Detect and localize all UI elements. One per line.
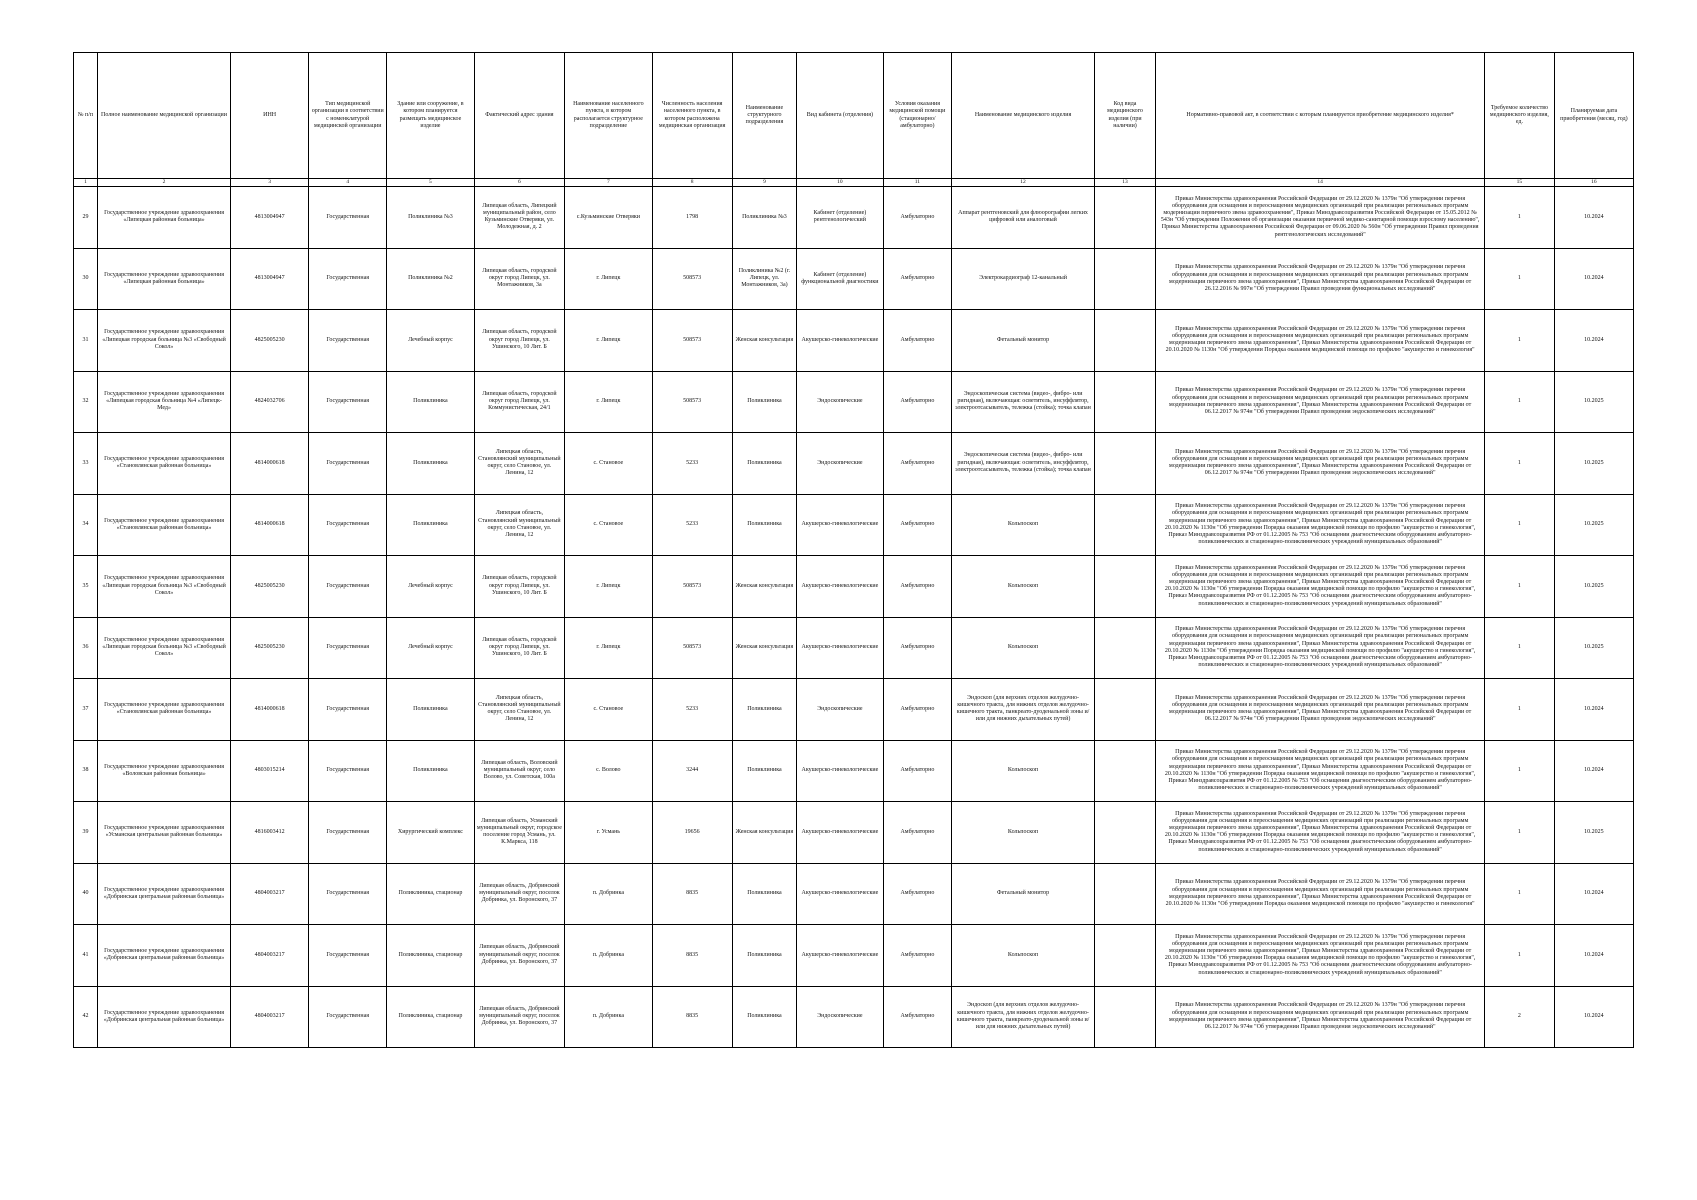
column-number: 16 [1554,179,1633,187]
cell-law: Приказ Министерства здравоохранения Российской Федерации от 29.12.2020 № 1379н "Об утверждении перечня оборудования для оснащения и переоснащения медицинских организаций при реализации региональных программ модернизации первичного звена здравоохранения", Приказ Министерства здравоохранения Российской Федерации от 20.10.2020 № 1130н "Об утверждении Порядка оказания медицинской помощи по профилю "акушерство и гинекология", Приказ Минздравсоцразвития РФ от 01.12.2005 № 753 "Об оснащении диагностическим оборудованием амбулаторно-поликлинических и стационарно-поликлинических учреждений муниципальных образований" [1156,802,1485,864]
cell-type: Государственная [309,679,387,741]
cell-population: 8835 [652,863,732,925]
equipment-table [73,52,1634,1048]
table-row [74,494,1634,556]
column-number: 7 [565,179,652,187]
cell-org: Государственное учреждение здравоохранения «Усманская центральная районная больница» [97,802,230,864]
cell-device: Эндоскоп (для верхних отделов желудочно-кишечного тракта, для нижних отделов желудочно-кишечного тракта, панкреато-дуоденальной зоны и/или для нижних дыхательных путей) [952,679,1095,741]
cell-date: 10.2025 [1554,802,1633,864]
cell-org: Государственное учреждение здравоохранения «Липецкая городская больница №3 «Свободный Сокол» [97,556,230,618]
table-row [74,310,1634,372]
cell-code [1094,617,1155,679]
cell-inn: 4804003217 [231,986,309,1048]
cell-cabinet: Акушерско-гинекологические [797,556,883,618]
column-header: Численность населения населенного пункта, в котором расположена медицинская организация [652,53,732,179]
table-row [74,617,1634,679]
table-row [74,863,1634,925]
cell-device: Эндоскоп (для верхних отделов желудочно-кишечного тракта, для нижних отделов желудочно-кишечного тракта, панкреато-дуоденальной зоны и/или для нижних дыхательных путей) [952,986,1095,1048]
cell-org: Государственное учреждение здравоохранения «Липецкая районная больница» [97,248,230,310]
cell-org: Государственное учреждение здравоохранения «Становлянская районная больница» [97,679,230,741]
table-row [74,187,1634,249]
cell-date: 10.2024 [1554,248,1633,310]
header-row [74,53,1634,179]
cell-building: Лечебный корпус [387,556,474,618]
cell-law: Приказ Министерства здравоохранения Российской Федерации от 29.12.2020 № 1379н "Об утверждении перечня оборудования для оснащения и переоснащения медицинских организаций при реализации региональных программ модернизации первичного звена здравоохранения", Приказ Министерства здравоохранения Российской Федерации от 20.10.2020 № 1130н "Об утверждении Порядка оказания медицинской помощи по профилю "акушерство и гинекология" [1156,310,1485,372]
cell-org: Государственное учреждение здравоохранения «Становлянская районная больница» [97,433,230,495]
cell-cabinet: Эндоскопические [797,986,883,1048]
cell-conditions: Амбулаторно [883,925,952,987]
table-row [74,740,1634,802]
cell-num: 32 [74,371,98,433]
cell-num: 37 [74,679,98,741]
cell-code [1094,679,1155,741]
cell-qty: 1 [1485,617,1555,679]
cell-locality: п. Добринка [565,986,652,1048]
column-number: 11 [883,179,952,187]
column-header: Нормативно-правовой акт, в соответствии с которым планируется приобретение медицинского изделия* [1156,53,1485,179]
cell-qty: 1 [1485,371,1555,433]
cell-building: Поликлиника, стационар [387,863,474,925]
cell-population: 8835 [652,986,732,1048]
cell-device: Электрокардиограф 12-канальный [952,248,1095,310]
cell-address: Липецкая область, Липецкий муниципальный район, село Кузьминские Отверяки, ул. Молодежная, д. 2 [474,187,565,249]
cell-conditions: Амбулаторно [883,371,952,433]
cell-population: 8835 [652,925,732,987]
cell-cabinet: Эндоскопические [797,371,883,433]
cell-date: 10.2024 [1554,310,1633,372]
cell-cabinet: Акушерско-гинекологические [797,925,883,987]
cell-cabinet: Эндоскопические [797,433,883,495]
cell-device: Кольпоскоп [952,925,1095,987]
cell-law: Приказ Министерства здравоохранения Российской Федерации от 29.12.2020 № 1379н "Об утверждении перечня оборудования для оснащения и переоснащения медицинских организаций при реализации региональных программ модернизации первичного звена здравоохранения", Приказ Министерства здравоохранения Российской Федерации от 20.10.2020 № 1130н "Об утверждении Порядка оказания медицинской помощи по профилю "акушерство и гинекология", Приказ Минздравсоцразвития РФ от 01.12.2005 № 753 "Об оснащении диагностическим оборудованием амбулаторно-поликлинических и стационарно-поликлинических учреждений муниципальных образований" [1156,617,1485,679]
cell-inn: 4813004947 [231,187,309,249]
column-header: Тип медицинской организации в соответствии с номенклатурой медицинской организации [309,53,387,179]
column-header: Наименование медицинского изделия [952,53,1095,179]
cell-code [1094,863,1155,925]
cell-inn: 4824032706 [231,371,309,433]
column-number: 4 [309,179,387,187]
cell-device: Кольпоскоп [952,494,1095,556]
cell-building: Хирургический комплекс [387,802,474,864]
cell-num: 38 [74,740,98,802]
cell-building: Поликлиника [387,371,474,433]
table-row [74,679,1634,741]
cell-date: 10.2024 [1554,986,1633,1048]
cell-law: Приказ Министерства здравоохранения Российской Федерации от 29.12.2020 № 1379н "Об утверждении перечня оборудования для оснащения и переоснащения медицинских организаций при реализации региональных программ модернизации первичного звена здравоохранения", Приказ Министерства здравоохранения Российской Федерации от 06.12.2017 № 974н "Об утверждении Правил проведения эндоскопических исследований" [1156,433,1485,495]
cell-population: 508573 [652,310,732,372]
cell-org: Государственное учреждение здравоохранения «Липецкая городская больница №4 «Липецк-Мед» [97,371,230,433]
column-header: Планируемая дата приобретения (месяц, год) [1554,53,1633,179]
cell-cabinet: Акушерско-гинекологические [797,740,883,802]
table-row [74,248,1634,310]
cell-code [1094,187,1155,249]
cell-cabinet: Эндоскопические [797,679,883,741]
cell-type: Государственная [309,802,387,864]
cell-building: Поликлиника [387,494,474,556]
cell-type: Государственная [309,863,387,925]
cell-type: Государственная [309,925,387,987]
cell-law: Приказ Министерства здравоохранения Российской Федерации от 29.12.2020 № 1379н "Об утверждении перечня оборудования для оснащения и переоснащения медицинских организаций при реализации региональных программ модернизации первичного звена здравоохранения", Приказ Министерства здравоохранения Российской Федерации от 20.10.2020 № 1130н "Об утверждении Порядка оказания медицинской помощи по профилю "акушерство и гинекология", Приказ Минздравсоцразвития РФ от 01.12.2005 № 753 "Об оснащении диагностическим оборудованием амбулаторно-поликлинических и стационарно-поликлинических учреждений муниципальных образований" [1156,925,1485,987]
document-sheet [73,52,1634,1048]
cell-code [1094,248,1155,310]
cell-address: Липецкая область, городской округ город Липецк, ул. Коммунистическая, 24/1 [474,371,565,433]
column-number: 9 [732,179,797,187]
cell-address: Липецкая область, городской округ город Липецк, ул. Ушинского, 10 Лит. Б [474,310,565,372]
cell-date: 10.2025 [1554,556,1633,618]
cell-population: 508573 [652,617,732,679]
cell-address: Липецкая область, Добринский муниципальный округ, поселок Добринка, ул. Воронского, 37 [474,925,565,987]
cell-unit: Женская консультация [732,802,797,864]
cell-code [1094,433,1155,495]
cell-population: 5233 [652,494,732,556]
cell-num: 34 [74,494,98,556]
cell-cabinet: Акушерско-гинекологические [797,802,883,864]
cell-qty: 1 [1485,187,1555,249]
cell-conditions: Амбулаторно [883,802,952,864]
cell-code [1094,802,1155,864]
column-header: Здание или сооружение, в котором планируется размещать медицинское изделие [387,53,474,179]
cell-qty: 1 [1485,740,1555,802]
cell-law: Приказ Министерства здравоохранения Российской Федерации от 29.12.2020 № 1379н "Об утверждении перечня оборудования для оснащения и переоснащения медицинских организаций при реализации региональных программ модернизации первичного звена здравоохранения", Приказ Министерства здравоохранения Российской Федерации от 26.12.2016 № 997н "Об утверждении Правил проведения функциональных исследований" [1156,248,1485,310]
cell-num: 41 [74,925,98,987]
cell-num: 35 [74,556,98,618]
cell-cabinet: Кабинет (отделение) рентгенологический [797,187,883,249]
cell-num: 40 [74,863,98,925]
cell-qty: 1 [1485,310,1555,372]
cell-conditions: Амбулаторно [883,310,952,372]
cell-address: Липецкая область, Усманский муниципальный округ, городское поселение город Усмань, ул. К.Маркса, 118 [474,802,565,864]
cell-inn: 4816003412 [231,802,309,864]
cell-unit: Поликлиника [732,740,797,802]
column-header: № п/п [74,53,98,179]
cell-date: 10.2024 [1554,679,1633,741]
cell-locality: п. Добринка [565,863,652,925]
cell-building: Поликлиника, стационар [387,986,474,1048]
cell-inn: 4825005230 [231,556,309,618]
cell-code [1094,371,1155,433]
cell-unit: Поликлиника [732,433,797,495]
cell-date: 10.2025 [1554,617,1633,679]
table-row [74,556,1634,618]
cell-address: Липецкая область, Становлянский муниципальный округ, село Становое, ул. Ленина, 12 [474,433,565,495]
cell-address: Липецкая область, городской округ город Липецк, ул. Ушинского, 10 Лит. Б [474,617,565,679]
cell-address: Липецкая область, Добринский муниципальный округ, поселок Добринка, ул. Воронского, 37 [474,986,565,1048]
cell-qty: 1 [1485,679,1555,741]
cell-conditions: Амбулаторно [883,433,952,495]
cell-law: Приказ Министерства здравоохранения Российской Федерации от 29.12.2020 № 1379н "Об утверждении перечня оборудования для оснащения и переоснащения медицинских организаций при реализации региональных программ модернизации первичного звена здравоохранения", Приказ Минздравсоцразвития Российской Федерации от 15.05.2012 № 543н "Об утверждении Положения об организации оказания первичной медико-санитарной помощи взрослому населению", Приказ Министерства здравоохранения Российской Федерации от 09.06.2020 № 560н "Об утверждении Правил проведения рентгенологических исследований" [1156,187,1485,249]
cell-type: Государственная [309,433,387,495]
column-number: 13 [1094,179,1155,187]
cell-locality: г. Липецк [565,248,652,310]
cell-building: Лечебный корпус [387,617,474,679]
cell-population: 508573 [652,248,732,310]
column-header: Наименование структурного подразделения [732,53,797,179]
cell-device: Эндоскопическая система (видео-, фибро- или ригидная), включающая: осветитель, инсуффлятор, электроотсасыватель, тележка (стойка); точка клапан [952,433,1095,495]
cell-unit: Поликлиника [732,986,797,1048]
cell-unit: Женская консультация [732,310,797,372]
cell-device: Фетальный монитор [952,310,1095,372]
cell-device: Фетальный монитор [952,863,1095,925]
cell-locality: г. Усмань [565,802,652,864]
column-number: 10 [797,179,883,187]
cell-locality: г. Липецк [565,617,652,679]
cell-unit: Женская консультация [732,617,797,679]
cell-code [1094,494,1155,556]
table-row [74,986,1634,1048]
cell-inn: 4825005230 [231,310,309,372]
cell-locality: с. Становое [565,494,652,556]
cell-address: Липецкая область, Воловский муниципальный округ, село Волово, ул. Советская, 100а [474,740,565,802]
column-header: Наименование населенного пункта, в котором располагается структурное подразделение [565,53,652,179]
column-number: 12 [952,179,1095,187]
cell-org: Государственное учреждение здравоохранения «Добринская центральная районная больница» [97,925,230,987]
cell-address: Липецкая область, Добринский муниципальный округ, поселок Добринка, ул. Воронского, 37 [474,863,565,925]
cell-org: Государственное учреждение здравоохранения «Воловская районная больница» [97,740,230,802]
cell-device: Кольпоскоп [952,802,1095,864]
cell-org: Государственное учреждение здравоохранения «Липецкая районная больница» [97,187,230,249]
cell-unit: Поликлиника [732,925,797,987]
cell-date: 10.2025 [1554,371,1633,433]
cell-address: Липецкая область, Становлянский муниципальный округ, село Становое, ул. Ленина, 12 [474,494,565,556]
cell-date: 10.2024 [1554,740,1633,802]
cell-org: Государственное учреждение здравоохранения «Добринская центральная районная больница» [97,986,230,1048]
cell-conditions: Амбулаторно [883,740,952,802]
column-number: 3 [231,179,309,187]
cell-unit: Поликлиника [732,679,797,741]
cell-code [1094,986,1155,1048]
cell-inn: 4814000618 [231,433,309,495]
cell-population: 1798 [652,187,732,249]
table-row [74,371,1634,433]
cell-conditions: Амбулаторно [883,986,952,1048]
column-header: Фактический адрес здания [474,53,565,179]
cell-qty: 1 [1485,433,1555,495]
cell-locality: с. Становое [565,679,652,741]
cell-building: Поликлиника [387,679,474,741]
cell-type: Государственная [309,187,387,249]
cell-type: Государственная [309,986,387,1048]
cell-date: 10.2025 [1554,494,1633,556]
cell-law: Приказ Министерства здравоохранения Российской Федерации от 29.12.2020 № 1379н "Об утверждении перечня оборудования для оснащения и переоснащения медицинских организаций при реализации региональных программ модернизации первичного звена здравоохранения", Приказ Министерства здравоохранения Российской Федерации от 06.12.2017 № 974н "Об утверждении Правил проведения эндоскопических исследований" [1156,679,1485,741]
cell-org: Государственное учреждение здравоохранения «Добринская центральная районная больница» [97,863,230,925]
column-number-row [74,179,1634,187]
column-number: 5 [387,179,474,187]
cell-code [1094,310,1155,372]
cell-type: Государственная [309,371,387,433]
cell-type: Государственная [309,248,387,310]
cell-num: 42 [74,986,98,1048]
cell-population: 508573 [652,556,732,618]
cell-qty: 1 [1485,925,1555,987]
column-header: Требуемое количество медицинского изделия, ед. [1485,53,1555,179]
cell-law: Приказ Министерства здравоохранения Российской Федерации от 29.12.2020 № 1379н "Об утверждении перечня оборудования для оснащения и переоснащения медицинских организаций при реализации региональных программ модернизации первичного звена здравоохранения", Приказ Министерства здравоохранения Российской Федерации от 20.10.2020 № 1130н "Об утверждении Порядка оказания медицинской помощи по профилю "акушерство и гинекология", Приказ Минздравсоцразвития РФ от 01.12.2005 № 753 "Об оснащении диагностическим оборудованием амбулаторно-поликлинических и стационарно-поликлинических учреждений муниципальных образований" [1156,556,1485,618]
cell-unit: Поликлиника [732,494,797,556]
cell-num: 36 [74,617,98,679]
cell-date: 10.2024 [1554,925,1633,987]
cell-unit: Поликлиника №2 (г. Липецк, ул. Монтажников, 3а) [732,248,797,310]
cell-num: 33 [74,433,98,495]
table-row [74,925,1634,987]
cell-conditions: Амбулаторно [883,248,952,310]
cell-date: 10.2025 [1554,433,1633,495]
cell-population: 5233 [652,679,732,741]
cell-population: 5233 [652,433,732,495]
cell-address: Липецкая область, городской округ город Липецк, ул. Монтажников, 3а [474,248,565,310]
cell-inn: 4814000618 [231,494,309,556]
cell-code [1094,740,1155,802]
cell-building: Поликлиника, стационар [387,925,474,987]
cell-cabinet: Акушерско-гинекологические [797,863,883,925]
column-number: 6 [474,179,565,187]
cell-num: 39 [74,802,98,864]
cell-cabinet: Акушерско-гинекологические [797,617,883,679]
cell-type: Государственная [309,740,387,802]
column-header: Код вида медицинского изделия (при наличии) [1094,53,1155,179]
cell-inn: 4803015214 [231,740,309,802]
cell-unit: Поликлиника [732,371,797,433]
cell-unit: Женская консультация [732,556,797,618]
cell-num: 31 [74,310,98,372]
cell-cabinet: Акушерско-гинекологические [797,310,883,372]
cell-code [1094,556,1155,618]
cell-code [1094,925,1155,987]
column-number: 1 [74,179,98,187]
cell-org: Государственное учреждение здравоохранения «Становлянская районная больница» [97,494,230,556]
cell-date: 10.2024 [1554,863,1633,925]
cell-qty: 1 [1485,556,1555,618]
cell-unit: Поликлиника [732,863,797,925]
cell-conditions: Амбулаторно [883,494,952,556]
cell-qty: 1 [1485,863,1555,925]
cell-num: 29 [74,187,98,249]
cell-device: Кольпоскоп [952,556,1095,618]
column-number: 8 [652,179,732,187]
cell-type: Государственная [309,494,387,556]
column-number: 15 [1485,179,1555,187]
cell-population: 3244 [652,740,732,802]
cell-unit: Поликлиника №3 [732,187,797,249]
cell-locality: с. Становое [565,433,652,495]
cell-qty: 1 [1485,494,1555,556]
cell-org: Государственное учреждение здравоохранения «Липецкая городская больница №3 «Свободный Сокол» [97,617,230,679]
cell-org: Государственное учреждение здравоохранения «Липецкая городская больница №3 «Свободный Сокол» [97,310,230,372]
cell-inn: 4804003217 [231,863,309,925]
cell-locality: г. Липецк [565,556,652,618]
cell-building: Поликлиника №3 [387,187,474,249]
cell-device: Кольпоскоп [952,617,1095,679]
cell-locality: с.Кузьминские Отверяки [565,187,652,249]
column-header: Вид кабинета (отделения) [797,53,883,179]
cell-population: 19656 [652,802,732,864]
cell-building: Лечебный корпус [387,310,474,372]
cell-inn: 4814000618 [231,679,309,741]
cell-population: 508573 [652,371,732,433]
column-header: Условия оказания медицинской помощи (стационарно/амбулаторно) [883,53,952,179]
table-row [74,433,1634,495]
cell-qty: 2 [1485,986,1555,1048]
cell-inn: 4825005230 [231,617,309,679]
cell-conditions: Амбулаторно [883,679,952,741]
column-header: ИНН [231,53,309,179]
cell-qty: 1 [1485,248,1555,310]
cell-qty: 1 [1485,802,1555,864]
cell-device: Кольпоскоп [952,740,1095,802]
cell-locality: г. Липецк [565,310,652,372]
cell-locality: п. Добринка [565,925,652,987]
column-number: 2 [97,179,230,187]
cell-address: Липецкая область, городской округ город Липецк, ул. Ушинского, 10 Лит. Б [474,556,565,618]
column-header: Полное наименование медицинской организации [97,53,230,179]
cell-conditions: Амбулаторно [883,556,952,618]
cell-device: Эндоскопическая система (видео-, фибро- или ригидная), включающая: осветитель, инсуффлятор, электроотсасыватель, тележка (стойка); точка клапан [952,371,1095,433]
cell-type: Государственная [309,310,387,372]
table-row [74,802,1634,864]
table-body [74,187,1634,1048]
cell-conditions: Амбулаторно [883,863,952,925]
cell-date: 10.2024 [1554,187,1633,249]
cell-address: Липецкая область, Становлянский муниципальный округ, село Становое, ул. Ленина, 12 [474,679,565,741]
cell-building: Поликлиника [387,740,474,802]
cell-cabinet: Акушерско-гинекологические [797,494,883,556]
column-number: 14 [1156,179,1485,187]
cell-building: Поликлиника №2 [387,248,474,310]
cell-inn: 4813004947 [231,248,309,310]
cell-type: Государственная [309,617,387,679]
cell-inn: 4804003217 [231,925,309,987]
cell-conditions: Амбулаторно [883,617,952,679]
cell-locality: с. Волово [565,740,652,802]
cell-num: 30 [74,248,98,310]
cell-cabinet: Кабинет (отделение) функциональной диагностики [797,248,883,310]
cell-building: Поликлиника [387,433,474,495]
cell-law: Приказ Министерства здравоохранения Российской Федерации от 29.12.2020 № 1379н "Об утверждении перечня оборудования для оснащения и переоснащения медицинских организаций при реализации региональных программ модернизации первичного звена здравоохранения", Приказ Министерства здравоохранения Российской Федерации от 20.10.2020 № 1130н "Об утверждении Порядка оказания медицинской помощи по профилю "акушерство и гинекология", Приказ Минздравсоцразвития РФ от 01.12.2005 № 753 "Об оснащении диагностическим оборудованием амбулаторно-поликлинических и стационарно-поликлинических учреждений муниципальных образований" [1156,740,1485,802]
cell-type: Государственная [309,556,387,618]
cell-law: Приказ Министерства здравоохранения Российской Федерации от 29.12.2020 № 1379н "Об утверждении перечня оборудования для оснащения и переоснащения медицинских организаций при реализации региональных программ модернизации первичного звена здравоохранения", Приказ Министерства здравоохранения Российской Федерации от 20.10.2020 № 1130н "Об утверждении Порядка оказания медицинской помощи по профилю "акушерство и гинекология" [1156,863,1485,925]
cell-law: Приказ Министерства здравоохранения Российской Федерации от 29.12.2020 № 1379н "Об утверждении перечня оборудования для оснащения и переоснащения медицинских организаций при реализации региональных программ модернизации первичного звена здравоохранения", Приказ Министерства здравоохранения Российской Федерации от 06.12.2017 № 974н "Об утверждении Правил проведения эндоскопических исследований" [1156,371,1485,433]
cell-locality: г. Липецк [565,371,652,433]
cell-conditions: Амбулаторно [883,187,952,249]
cell-law: Приказ Министерства здравоохранения Российской Федерации от 29.12.2020 № 1379н "Об утверждении перечня оборудования для оснащения и переоснащения медицинских организаций при реализации региональных программ модернизации первичного звена здравоохранения", Приказ Министерства здравоохранения Российской Федерации от 20.10.2020 № 1130н "Об утверждении Порядка оказания медицинской помощи по профилю "акушерство и гинекология", Приказ Минздравсоцразвития РФ от 01.12.2005 № 753 "Об оснащении диагностическим оборудованием амбулаторно-поликлинических и стационарно-поликлинических учреждений муниципальных образований" [1156,494,1485,556]
cell-law: Приказ Министерства здравоохранения Российской Федерации от 29.12.2020 № 1379н "Об утверждении перечня оборудования для оснащения и переоснащения медицинских организаций при реализации региональных программ модернизации первичного звена здравоохранения", Приказ Министерства здравоохранения Российской Федерации от 06.12.2017 № 974н "Об утверждении Правил проведения эндоскопических исследований" [1156,986,1485,1048]
cell-device: Аппарат рентгеновский для флюорографии легких цифровой или аналоговый [952,187,1095,249]
